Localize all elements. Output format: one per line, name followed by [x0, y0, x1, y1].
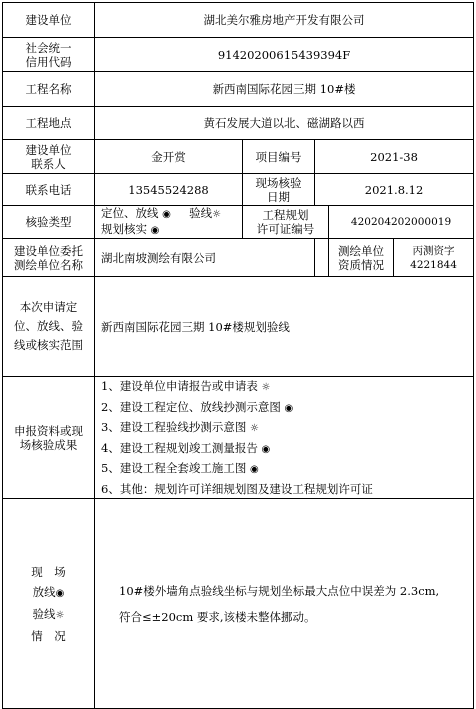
- type-option-positioning: 定位、放线: [101, 206, 159, 220]
- filled-circle-icon: ◉: [261, 443, 271, 455]
- materials-list: [95, 377, 474, 499]
- list-item: 3、建设工程验线抄测示意图 ☼: [101, 420, 259, 434]
- phone-value: 13545524288: [95, 174, 243, 206]
- scope-label-line2: 位、放线、验: [14, 319, 83, 333]
- list-item: 2、建设工程定位、放线抄测示意图 ◉: [101, 399, 294, 414]
- sun-icon: ☼: [249, 423, 259, 434]
- contact-label: [3, 140, 95, 174]
- surveyor-label-line2: 测绘单位名称: [14, 257, 83, 272]
- materials-label: [3, 377, 95, 499]
- credit-code-label: [3, 38, 95, 72]
- location-value: 黄石发展大道以北、磁湖路以西: [95, 107, 474, 140]
- type-option-planning: 规划核实: [101, 222, 147, 236]
- qual-label: [329, 239, 394, 276]
- permit-label: [243, 206, 329, 239]
- filled-circle-icon: ◉: [150, 225, 160, 236]
- sun-icon: ☼: [261, 382, 271, 393]
- site-result-line1: 10#楼外墙角点验线坐标与规划坐标最大点位中误差为 2.3cm,: [119, 583, 440, 598]
- contact-value: 金开赏: [95, 140, 243, 174]
- project-no-value: 2021-38: [315, 140, 474, 174]
- list-item: 1、建设单位申请报告或申请表 ☼: [101, 379, 271, 393]
- phone-label: 联系电话: [3, 174, 95, 206]
- filled-circle-icon: ◉: [55, 587, 65, 599]
- qual-value: 丙测资字 4221844: [410, 244, 457, 271]
- qual-label-line1: 测绘单位: [338, 243, 384, 258]
- materials-label-line1: 申报资料或现: [14, 423, 83, 438]
- contact-label-line2: 联系人: [31, 156, 66, 171]
- surveyor-label-line1: 建设单位委托: [14, 243, 83, 258]
- scope-label: [3, 277, 95, 377]
- site-label-line2: 放线◉: [32, 584, 65, 599]
- type-options: [95, 206, 243, 239]
- credit-label-line2: 信用代码: [25, 54, 72, 69]
- type-label: 核验类型: [3, 206, 95, 239]
- list-item: 5、建设工程全套竣工施工图 ◉: [101, 461, 259, 475]
- filled-circle-icon: ◉: [249, 464, 259, 475]
- filled-circle-icon: ◉: [284, 402, 294, 414]
- sun-icon: ☼: [55, 609, 65, 621]
- list-item: 6、其他：规划许可详细规划图及建设工程规划许可证: [101, 481, 373, 496]
- project-label: 工程名称: [3, 72, 95, 107]
- site-label: [3, 499, 95, 709]
- check-date-label-line2: 日期: [267, 189, 290, 204]
- scope-label-line1: 本次申请定: [19, 300, 78, 314]
- builder-label: 建设单位: [3, 3, 95, 38]
- builder-value: 湖北美尔雅房地产开发有限公司: [95, 3, 474, 38]
- check-date-label-line1: 现场核验: [255, 175, 302, 190]
- sun-icon: ☼: [212, 209, 222, 220]
- permit-label-line2: 许可证编号: [256, 222, 315, 236]
- project-no-label: 项目编号: [243, 140, 315, 174]
- qual-label-line2: 资质情况: [338, 257, 384, 272]
- permit-value: 420204202000019: [329, 206, 474, 239]
- scope-label-line3: 线或核实范围: [14, 338, 83, 352]
- scope-value: 新西南国际花园三期 10#楼规划验线: [95, 277, 474, 377]
- credit-label-line1: 社会统一: [25, 40, 72, 55]
- site-result-line2: 符合≤±20cm 要求,该楼未整体挪动。: [119, 609, 316, 624]
- list-item: 4、建设工程规划竣工测量报告 ◉: [101, 440, 271, 455]
- materials-label-line2: 场核验成果: [19, 437, 78, 452]
- qual-cell: [329, 239, 474, 277]
- location-label: 工程地点: [3, 107, 95, 140]
- permit-label-line1: 工程规划: [262, 208, 309, 222]
- surveyor-label: [3, 239, 95, 277]
- credit-code-value: 91420200615439394F: [95, 38, 474, 72]
- site-label-line4: 情 况: [31, 628, 66, 643]
- project-value: 新西南国际花园三期 10#楼: [95, 72, 474, 107]
- check-date-label: [243, 174, 315, 206]
- type-option-verify: 验线: [189, 206, 213, 220]
- site-result: [95, 499, 474, 709]
- qual-label-spacer: [315, 239, 329, 277]
- surveyor-value: 湖北南坡测绘有限公司: [95, 239, 315, 277]
- site-label-line3: 验线☼: [32, 606, 65, 621]
- contact-label-line1: 建设单位: [25, 142, 72, 157]
- site-label-line1: 现 场: [31, 564, 66, 579]
- check-date-value: 2021.8.12: [315, 174, 474, 206]
- filled-circle-icon: ◉: [162, 209, 171, 220]
- verification-form: [2, 2, 474, 709]
